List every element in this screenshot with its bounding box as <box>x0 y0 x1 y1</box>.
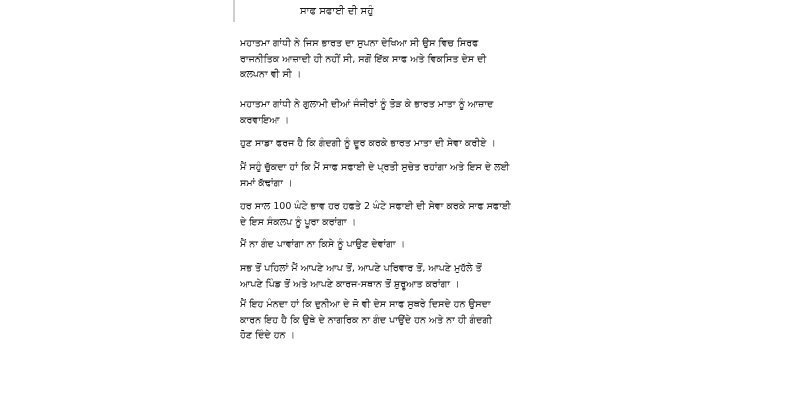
paragraph-gandhi-dream <box>240 36 570 83</box>
text-line: ਕਰਵਾਇਆ । <box>240 114 290 126</box>
paragraph-oath-aware <box>240 160 570 191</box>
text-line: ਹੁਣ ਸਾਡਾ ਫਰਜ ਹੈ ਕਿ ਗੰਦਗੀ ਨੂੰ ਦੂਰ ਕਰਕੇ ਭਾਰਤ ਮਾਤਾ ਦੀ ਸੇਵਾ ਕਰੀਏ । <box>240 138 496 149</box>
text-line: ਮਹਾਤਮਾ ਗਾਂਧੀ ਨੇ ਜਿਸ ਭਾਰਤ ਦਾ ਸੁਪਨਾ ਦੇਖਿਆ ਸੀ ਉਸ ਵਿਚ ਸਿਰਫ <box>240 38 479 49</box>
text-line: ਮੈਂ ਸਹੁੰ ਚੁੱਕਦਾ ਹਾਂ ਕਿ ਮੈਂ ਸਾਫ ਸਫਾਈ ਦੇ ਪ੍ਰਤੀ ਸੁਚੇਤ ਰਹਾਂਗਾ ਅਤੇ ਇਸ ਦੇ ਲਈ <box>240 162 510 173</box>
text-line: ਮੈਂ ਨਾ ਗੰਦ ਪਾਵਾਂਗਾ ਨਾ ਕਿਸੇ ਨੂੰ ਪਾਉਣ ਦੇਵਾਂਗਾ । <box>240 239 406 250</box>
text-line: ਸਮਾਂ ਕੱਢਾਂਗਾ । <box>240 177 293 189</box>
document-title: ਸਾਫ ਸਫਾਈ ਦੀ ਸਹੁੰ <box>300 6 374 17</box>
paragraph-duty <box>240 136 570 152</box>
scan-edge <box>233 0 235 22</box>
text-line: ਆਪਣੇ ਪਿੰਡ ਤੋਂ ਅਤੇ ਆਪਣੇ ਕਾਰਜ-ਸਥਾਨ ਤੋਂ ਸ਼ੁਰੂਆਤ ਕਰਾਂਗਾ । <box>240 278 460 290</box>
text-line: ਰਾਜਨੀਤਿਕ ਆਜ਼ਾਦੀ ਹੀ ਨਹੀਂ ਸੀ, ਸਗੋਂ ਇੱਕ ਸਾਫ ਅਤੇ ਵਿਕਸਿਤ ਦੇਸ ਦੀ <box>240 53 487 65</box>
text-line: ਮੈਂ ਇਹ ਮੰਨਦਾ ਹਾਂ ਕਿ ਦੁਨੀਆ ਦੇ ਜੋ ਵੀ ਦੇਸ ਸਾਫ ਸੁਥਰੇ ਦਿਸਦੇ ਹਨ ਉਸਦਾ <box>240 299 491 310</box>
paragraph-no-litter <box>240 237 570 253</box>
paragraph-clean-countries <box>240 297 570 344</box>
text-line: ਹਰ ਸਾਲ 100 ਘੰਟੇ ਭਾਵ ਹਰ ਹਫਤੇ 2 ਘੰਟੇ ਸਫਾਈ ਦੀ ਸੇਵਾ ਕਰਕੇ ਸਾਫ ਸਫਾਈ <box>240 201 511 212</box>
paragraph-start-self <box>240 261 570 292</box>
text-line: ਕਾਰਨ ਇਹ ਹੈ ਕਿ ਉਥੇ ਦੇ ਨਾਗਰਿਕ ਨਾ ਗੰਦ ਪਾਉਂਦੇ ਹਨ ਅਤੇ ਨਾ ਹੀ ਗੰਦਗੀ <box>240 314 492 326</box>
paragraph-gandhi-freedom <box>240 97 570 128</box>
text-line: ਦੇ ਇਸ ਸੰਕਲਪ ਨੂੰ ਪੂਰਾ ਕਰਾਂਗਾ । <box>240 216 357 228</box>
text-line: ਹੋਣ ਦਿੰਦੇ ਹਨ । <box>240 330 295 341</box>
paragraph-100-hours <box>240 199 570 230</box>
text-line: ਸਭ ਤੋਂ ਪਹਿਲਾਂ ਮੈਂ ਆਪਣੇ ਆਪ ਤੋਂ, ਆਪਣੇ ਪਰਿਵਾਰ ਤੋਂ, ਆਪਣੇ ਮੁਹੱਲੇ ਤੋਂ <box>240 263 482 274</box>
text-line: ਕਲਪਨਾ ਵੀ ਸੀ । <box>240 69 302 80</box>
text-line: ਮਹਾਤਮਾ ਗਾਂਧੀ ਨੇ ਗੁਲਾਮੀ ਦੀਆਂ ਜੰਜੀਰਾਂ ਨੂੰ ਤੋੜ ਕੇ ਭਾਰਤ ਮਾਤਾ ਨੂੰ ਆਜ਼ਾਦ <box>240 99 494 110</box>
